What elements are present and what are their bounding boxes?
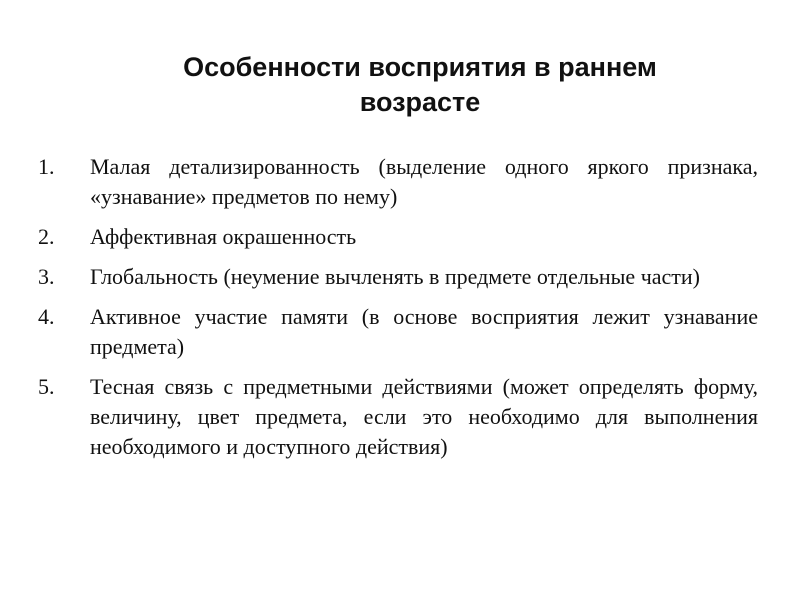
features-list xyxy=(38,152,758,472)
list-item-number: 1. xyxy=(38,154,55,179)
list-item xyxy=(38,262,758,292)
slide-title-line-2: возрасте xyxy=(359,87,481,117)
list-item xyxy=(38,372,758,462)
list-item-number: 4. xyxy=(38,304,55,329)
list-item-number: 5. xyxy=(38,374,55,399)
list-item-text: Тесная связь с предметными действиями (может определять форму, величину, цвет предмета, если это необходимо для выполнения необходимого и доступного действия) xyxy=(90,374,758,459)
list-item-text: Малая детализированность (выделение одного яркого признака, «узнавание» предметов по нему) xyxy=(90,154,758,209)
slide-title xyxy=(120,50,720,120)
list-item-text: Глобальность (неумение вычленять в предмете отдельные части) xyxy=(90,264,701,289)
list-item xyxy=(38,302,758,362)
slide-title-line-1: Особенности восприятия в раннем xyxy=(183,52,657,82)
list-item-number: 3. xyxy=(38,264,55,289)
list-item-number: 2. xyxy=(38,224,55,249)
list-item-text: Аффективная окрашенность xyxy=(90,224,357,249)
list-item-text: Активное участие памяти (в основе восприятия лежит узнавание предмета) xyxy=(90,304,758,359)
list-item xyxy=(38,152,758,212)
list-item xyxy=(38,222,758,252)
